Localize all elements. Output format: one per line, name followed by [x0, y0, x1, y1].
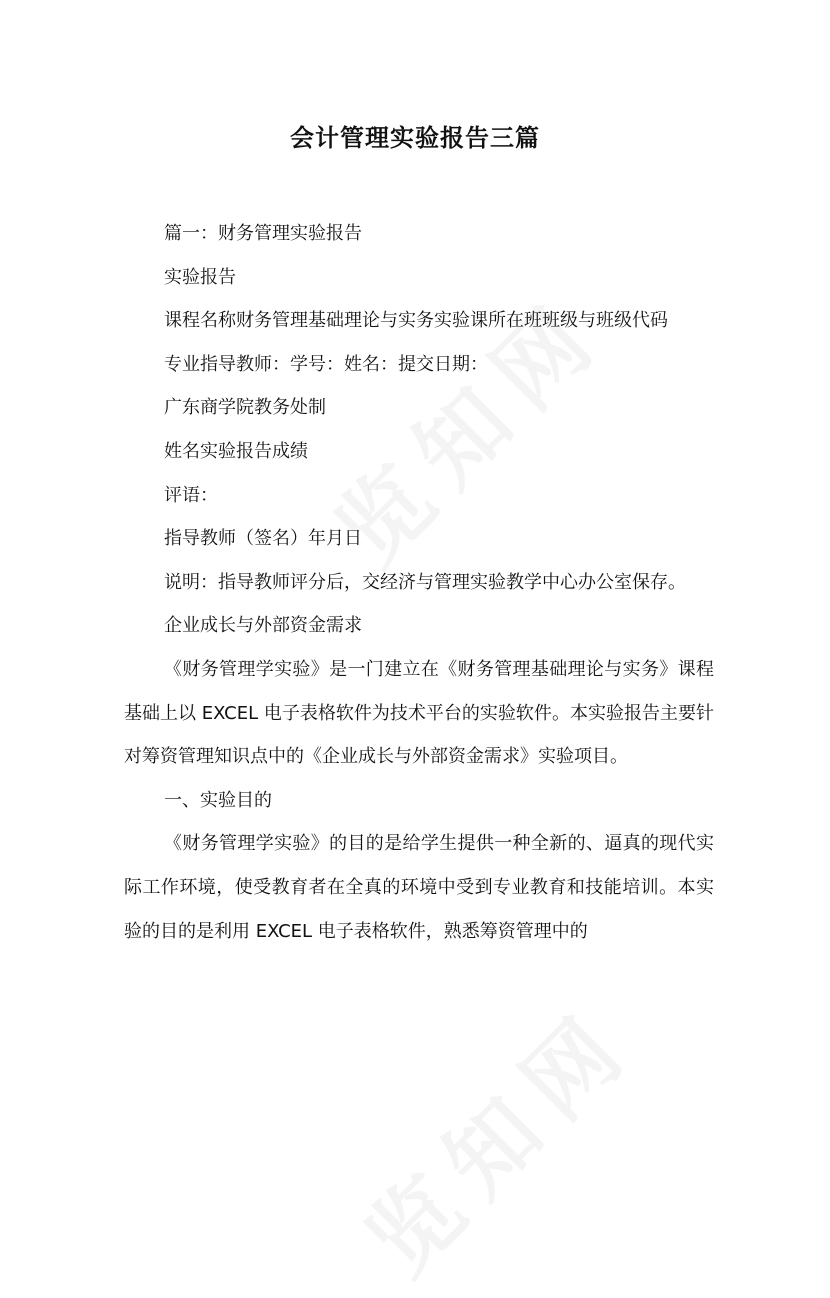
paragraph: 实验报告 — [164, 266, 236, 288]
paragraph: 篇一：财务管理实验报告 — [164, 223, 362, 244]
paragraph: 指导教师（签名）年月日 — [164, 528, 362, 550]
paragraph: 《财务管理学实验》是一门建立在《财务管理基础理论与实务》课程基础上以 EXCEL 电子表格软件为技术平台的实验软件。本实验报告主要针对筹资管理知识点中的《企业成长与外部资金需求》实验项目。 — [124, 658, 714, 768]
watermark — [332, 972, 657, 1297]
paragraph: 《财务管理学实验》的目的是给学生提供一种全新的、逼真的现代实际工作环境，使受教育者在全真的环境中受到专业教育和技能培训。本实验的目的是利用 EXCEL 电子表格软件，熟悉筹资管理中的 — [124, 833, 714, 942]
paragraph: 一、实验目的 — [164, 789, 272, 811]
paragraph: 广东商学院教务处制 — [164, 397, 326, 419]
paragraph: 姓名实验报告成绩 — [164, 440, 308, 462]
paragraph: 说明：指导教师评分后，交经济与管理实验教学中心办公室保存。 — [164, 571, 686, 593]
paragraph: 企业成长与外部资金需求 — [164, 615, 362, 637]
paragraph: 专业指导教师：学号：姓名：提交日期： — [164, 353, 488, 375]
paragraph: 评语： — [164, 484, 218, 506]
document-body — [124, 212, 714, 953]
document-title: 会计管理实验报告三篇 — [290, 124, 540, 152]
paragraph: 课程名称财务管理基础理论与实务实验课所在班班级与班级代码 — [164, 310, 668, 332]
